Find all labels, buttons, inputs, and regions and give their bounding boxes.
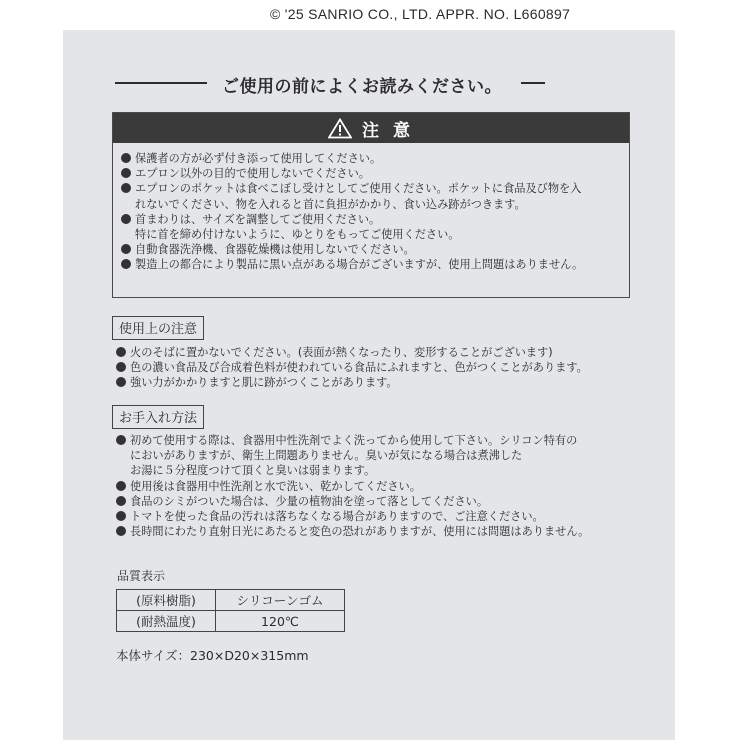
list-item	[121, 257, 583, 272]
list-item	[116, 360, 588, 375]
usage-list	[116, 345, 588, 391]
page-title: ご使用の前によくお読みください。	[222, 77, 502, 97]
quality-label: 品質表示	[117, 569, 166, 583]
bullet-icon	[116, 435, 126, 445]
bullet-icon	[121, 259, 131, 269]
list-item-text: 製造上の都合により製品に黒い点がある場合がございますが、使用上問題はありません。	[135, 258, 584, 272]
list-item	[116, 433, 589, 479]
list-item-text: 初めて使用する際は、食器用中性洗剤でよく洗ってから使用して下さい。シリコン特有の においがありますが、衛生上問題ありません。臭いが気になる場合は煮沸した お湯に５分程度つけて頂くと臭いは弱まります。	[130, 434, 578, 478]
list-item-text: エプロンのポケットは食べこぼし受けとしてご使用ください。ポケットに食品及び物を入 れないでください、物を入れると首に負担がかかり、食い込み跡がつきます。	[135, 182, 582, 211]
list-item	[116, 524, 589, 539]
list-item-text: 強い力がかかりますと肌に跡がつくことがあります。	[130, 376, 398, 390]
list-item	[116, 345, 588, 360]
bullet-icon	[121, 183, 131, 193]
list-item-text: 火のそばに置かないでください。(表面が熱くなったり、変形することがございます)	[130, 346, 553, 359]
bullet-icon	[116, 377, 126, 387]
caution-list	[121, 151, 583, 273]
copyright-text: © '25 SANRIO CO., LTD. APPR. NO. L660897	[270, 6, 571, 22]
list-item	[116, 509, 589, 524]
list-item	[121, 181, 583, 211]
list-item	[116, 479, 589, 494]
bullet-icon	[116, 496, 126, 506]
caution-header	[113, 113, 629, 143]
bullet-icon	[121, 153, 131, 163]
list-item-text: 色の濃い食品及び合成着色料が使われている食品にふれますと、色がつくことがあります。	[130, 361, 588, 375]
caution-box	[112, 112, 630, 298]
spec-key: (耐熱温度)	[117, 611, 216, 632]
list-item-text: 長時間にわたり直射日光にあたると変色の恐れがありますが、使用には問題はありません。	[130, 525, 590, 539]
list-item-text: 使用後は食器用中性洗剤と水で洗い、乾かしてください。	[130, 479, 421, 493]
list-item-text: 首まわりは、サイズを調整してご使用ください。 特に首を締め付けないように、ゆとりをもってご使用ください。	[135, 212, 460, 242]
care-list	[116, 433, 589, 539]
table-row	[117, 611, 345, 632]
heading-rule-left	[115, 82, 207, 84]
list-item	[121, 212, 583, 242]
warning-triangle-icon	[328, 118, 352, 139]
list-item	[116, 375, 588, 390]
list-item-text: 自動食器洗浄機、食器乾燥機は使用しないでください。	[135, 243, 415, 257]
spec-table	[116, 589, 345, 632]
list-item-text: 保護者の方が必ず付き添って使用してください。	[135, 152, 382, 165]
spec-key: (原料樹脂)	[117, 590, 216, 611]
bullet-icon	[121, 214, 131, 224]
list-item-text: トマトを使った食品の汚れは落ちなくなる場合がありますので、ご注意ください。	[130, 510, 544, 524]
usage-section-title: 使用上の注意	[112, 316, 204, 340]
bullet-icon	[116, 481, 126, 491]
bullet-icon	[116, 526, 126, 536]
bullet-icon	[116, 511, 126, 521]
list-item-text: エプロン以外の目的で使用しないでください。	[135, 167, 370, 181]
list-item-text: 食品のシミがついた場合は、少量の植物油を塗って落としてください。	[130, 494, 489, 508]
bullet-icon	[116, 362, 126, 372]
heading-rule-right	[521, 82, 545, 84]
care-section-title: お手入れ方法	[112, 405, 204, 429]
caution-title: 注 意	[362, 120, 414, 141]
heading-row	[115, 70, 530, 97]
table-row	[117, 590, 345, 611]
bullet-icon	[116, 347, 126, 357]
spec-value: 120℃	[216, 611, 345, 632]
bullet-icon	[121, 168, 131, 178]
list-item	[121, 166, 583, 181]
list-item	[121, 242, 583, 257]
list-item	[121, 151, 583, 166]
spec-value: シリコーンゴム	[216, 590, 345, 611]
list-item	[116, 494, 589, 509]
product-size: 本体サイズ：230×D20×315mm	[116, 648, 309, 663]
bullet-icon	[121, 244, 131, 254]
